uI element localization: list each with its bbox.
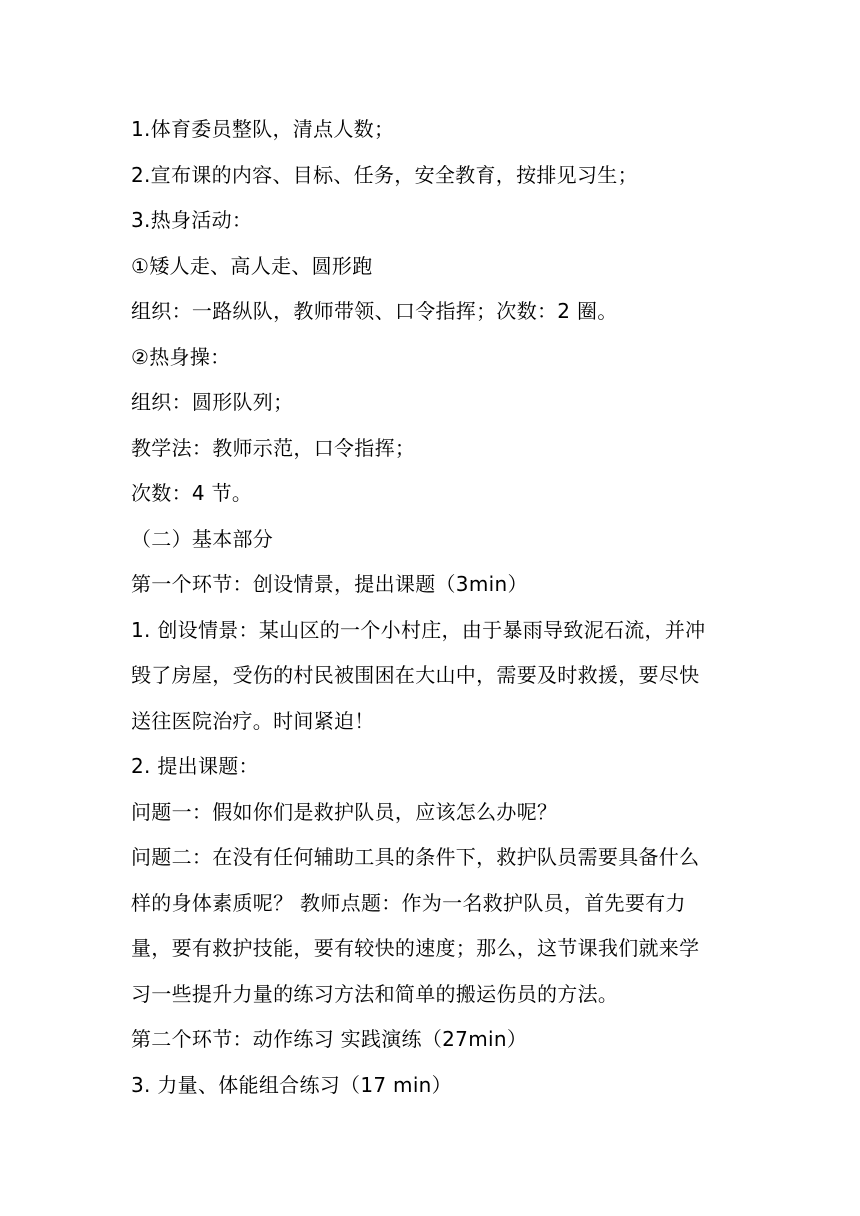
- text-line-18: 样的身体素质呢？ 教师点题：作为一名救护队员，首先要有力: [131, 890, 686, 915]
- text-line-5: 组织：一路纵队，教师带领、口令指挥；次数：2 圈。: [131, 299, 618, 323]
- text-line-21: 第二个环节：动作练习 实践演练（27min）: [131, 1027, 528, 1051]
- text-line-6: ②热身操：: [131, 344, 231, 369]
- text-line-17: 问题二：在没有任何辅助工具的条件下，救护队员需要具备什么: [131, 845, 700, 869]
- text-line-2: 2.宣布课的内容、目标、任务，安全教育，按排见习生；: [131, 162, 638, 187]
- text-line-20: 习一些提升力量的练习方法和简单的搬运伤员的方法。: [131, 981, 619, 1006]
- text-line-16: 问题一：假如你们是救护队员，应该怎么办呢？: [131, 799, 558, 824]
- document-body: [131, 107, 731, 1108]
- text-line-11: 第一个环节：创设情景，提出课题（3min）: [131, 572, 528, 596]
- text-line-19: 量，要有救护技能，要有较快的速度；那么，这节课我们就来学: [131, 936, 700, 960]
- text-line-9: 次数：4 节。: [131, 481, 253, 505]
- text-line-13: 毁了房屋，受伤的村民被围困在大山中，需要及时救援，要尽快: [131, 663, 700, 687]
- text-line-4: ①矮人走、高人走、圆形跑: [131, 253, 373, 278]
- text-line-14: 送往医院治疗。时间紧迫！: [131, 708, 375, 733]
- text-line-15: 2. 提出课题：: [131, 754, 259, 778]
- text-line-1: 1.体育委员整队，清点人数；: [131, 117, 395, 141]
- text-line-7: 组织：圆形队列；: [131, 390, 294, 414]
- section-heading: （二）基本部分: [131, 526, 274, 551]
- text-line-22: 3. 力量、体能组合练习（17 min）: [131, 1072, 452, 1097]
- text-line-3: 3.热身活动：: [131, 208, 253, 232]
- text-line-12: 1. 创设情景：某山区的一个小村庄，由于暴雨导致泥石流，并冲: [131, 617, 706, 642]
- text-line-8: 教学法：教师示范，口令指挥；: [131, 435, 416, 460]
